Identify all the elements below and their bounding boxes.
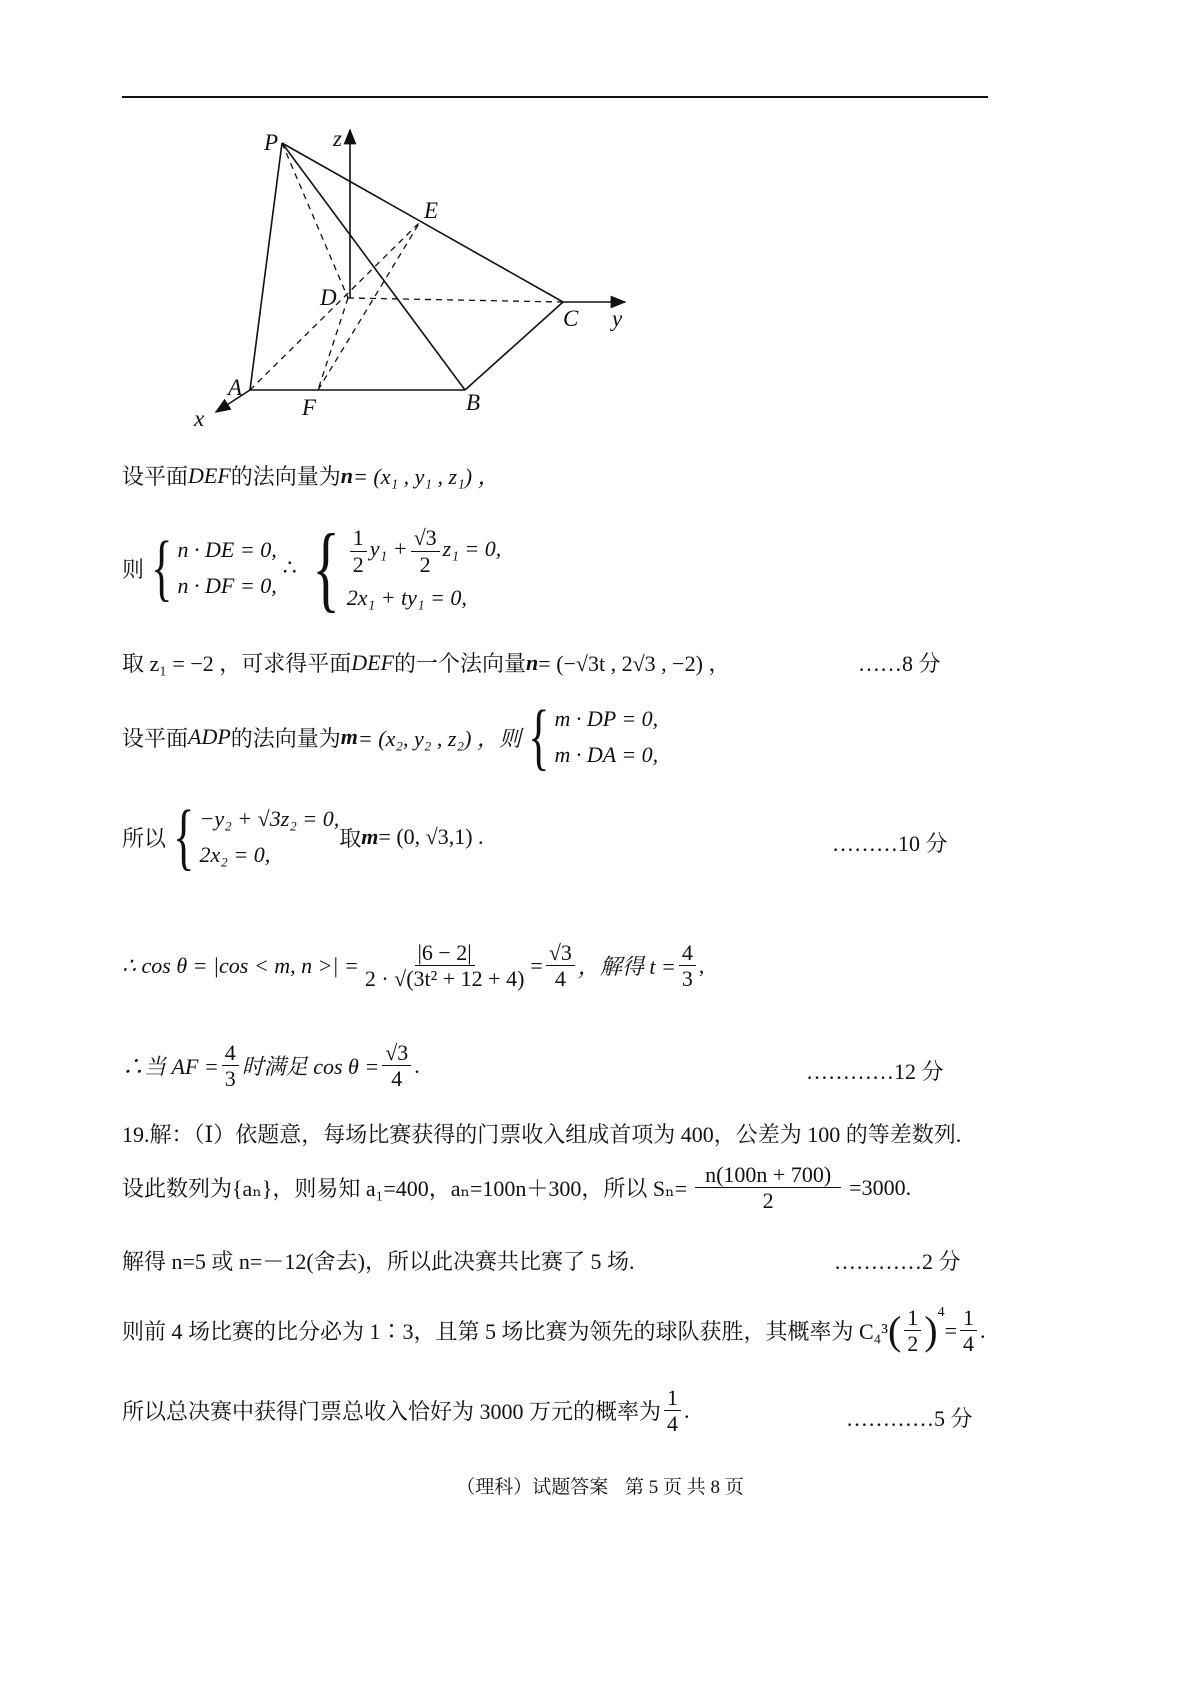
math: ADP xyxy=(188,724,231,749)
den: 3 xyxy=(224,1066,236,1092)
math: n xyxy=(340,462,354,488)
label-c: C xyxy=(563,306,579,331)
num: √3 xyxy=(546,940,575,966)
pyramid-figure xyxy=(0,0,700,440)
page-footer xyxy=(0,1472,1200,1499)
line-8 xyxy=(122,1118,961,1149)
line-11: 则前 4 场比赛的比分必为 1∶3，且第 5 场比赛为领先的球队获胜，其概率为 C₄³ ( $\frac{1}{2}$ ) $^4$ = $\frac{1}{4}$ . xyxy=(122,1305,986,1357)
math: m xyxy=(361,824,379,849)
math: DEF xyxy=(188,462,231,488)
math: = (−√3t , 2√3 , −2) ， xyxy=(538,651,731,676)
text: 所以 xyxy=(122,825,167,851)
den: 3 xyxy=(681,966,693,992)
text: 所以总决赛中获得门票总收入恰好为 3000 万元的概率为 xyxy=(122,1399,662,1425)
num: 1 xyxy=(664,1385,681,1411)
text: , xyxy=(698,952,705,978)
equation: 2x₂ = 0, xyxy=(199,842,271,867)
line-9 xyxy=(122,1162,911,1214)
num: √3 xyxy=(411,525,440,551)
score-12: …………12 分 xyxy=(806,1059,944,1084)
text: =3000. xyxy=(849,1174,912,1200)
den: 4 xyxy=(667,1411,679,1437)
line-12 xyxy=(122,1385,690,1437)
label-y: y xyxy=(612,306,623,331)
line-1 xyxy=(122,460,500,491)
den: 2 xyxy=(352,551,364,577)
equation: m · DP = 0, xyxy=(554,706,659,731)
den: 2 xyxy=(907,1331,919,1357)
therefore: ∴ xyxy=(282,555,297,580)
line-6 xyxy=(122,940,704,992)
label-a: A xyxy=(228,375,243,400)
den: 4 xyxy=(554,966,566,992)
equation: n · DE = 0, xyxy=(177,537,277,562)
equation: m · DA = 0, xyxy=(554,742,659,767)
num: 4 xyxy=(222,1040,239,1066)
text: 设平面 xyxy=(122,725,189,751)
text: 时满足 cos θ = xyxy=(241,1054,380,1080)
num: √3 xyxy=(382,1040,411,1066)
math: = (x₁ , y₁ , z₁) ， xyxy=(353,464,500,489)
equation: 2x₁ + ty₁ = 0, xyxy=(346,584,467,610)
line-3 xyxy=(122,647,730,678)
text: 设此数列为{aₙ}，则易知 a₁=400，aₙ=100n＋300，所以 Sₙ= xyxy=(122,1176,688,1202)
den: 4 xyxy=(963,1331,975,1357)
label-b: B xyxy=(466,390,481,415)
text: . xyxy=(684,1397,690,1423)
text: 取 xyxy=(339,825,362,851)
num: |6 − 2| xyxy=(415,940,475,966)
math: DEF xyxy=(351,649,395,675)
line-10 xyxy=(122,1245,634,1276)
equation: n · DF = 0, xyxy=(177,573,277,598)
math: = (0, √3,1) . xyxy=(378,824,484,849)
num: n(100n + 700) xyxy=(695,1162,841,1188)
text: 则 xyxy=(122,556,145,582)
math: ∴当 AF = xyxy=(122,1054,219,1080)
line-2: 则 { n · DE = 0, n · DF = 0, ∴ { $\frac{1}{2}$ y₁ + $\frac{√3}{2}$ z₁ = 0, 2x₁ + ty₁ = 0, xyxy=(122,514,502,621)
text: 设平面 xyxy=(122,464,189,489)
footer-title: （理科）试题答案 xyxy=(456,1477,609,1498)
exponent: 4 xyxy=(937,1305,945,1320)
math: = (x₂, y₂ , z₂) ，则 xyxy=(357,725,521,751)
num: 1 xyxy=(350,525,367,551)
text: 则前 4 场比赛的比分必为 1∶3，且第 5 场比赛为领先的球队获胜，其概率为 C₄³ xyxy=(122,1319,888,1345)
label-e: E xyxy=(424,198,439,223)
den: 2 xyxy=(419,551,431,577)
num: 1 xyxy=(904,1305,921,1331)
text: 的一个法向量 xyxy=(394,651,527,676)
math: m xyxy=(340,724,358,749)
text: . xyxy=(980,1317,986,1343)
math: = xyxy=(530,952,543,978)
label-x: x xyxy=(194,406,205,431)
score-5: …………5 分 xyxy=(846,1406,973,1431)
text: 取 z₁ = −2 ，可求得平面 xyxy=(122,651,352,676)
line-4: 设平面 ADP 的法向量为 m = (x₂, y₂ , z₂) ，则 { m · DP = 0, m · DA = 0, xyxy=(122,696,659,778)
num: 1 xyxy=(960,1305,977,1331)
score-10: ………10 分 xyxy=(832,831,948,856)
den: 4 xyxy=(391,1066,403,1092)
math: ∴ cos θ = |cos < m, n >| = xyxy=(122,952,359,978)
text: . xyxy=(414,1052,420,1078)
math: n xyxy=(526,649,539,675)
text: = xyxy=(944,1317,958,1343)
den: 2 · √(3t² + 12 + 4) xyxy=(364,966,525,992)
score-8: ……8 分 xyxy=(858,651,941,676)
equation: −y₂ + √3z₂ = 0, xyxy=(199,806,340,831)
line-5: 所以 { −y₂ + √3z₂ = 0, 2x₂ = 0, 取 m = (0, √3,1) . xyxy=(122,796,484,878)
math: z₁ = 0, xyxy=(442,536,502,562)
label-p: P xyxy=(264,130,279,155)
text: 19.解：（Ⅰ）依题意，每场比赛获得的门票收入组成首项为 400，公差为 100 的等差数列. xyxy=(122,1122,962,1147)
text: 解得 n=5 或 n=－12(舍去)，所以此决赛共比赛了 5 场. xyxy=(122,1249,635,1274)
label-z: z xyxy=(333,126,342,151)
score-2: …………2 分 xyxy=(834,1249,961,1274)
text: ，解得 t = xyxy=(577,954,676,980)
label-f: F xyxy=(302,395,317,420)
text: 的法向量为 xyxy=(230,464,341,489)
label-d: D xyxy=(320,285,337,310)
line-7 xyxy=(122,1040,420,1092)
den: 2 xyxy=(762,1188,774,1214)
page-number: 第 5 页 共 8 页 xyxy=(625,1477,744,1498)
math: y₁ + xyxy=(369,536,408,562)
num: 4 xyxy=(679,940,696,966)
text: 的法向量为 xyxy=(230,725,341,751)
